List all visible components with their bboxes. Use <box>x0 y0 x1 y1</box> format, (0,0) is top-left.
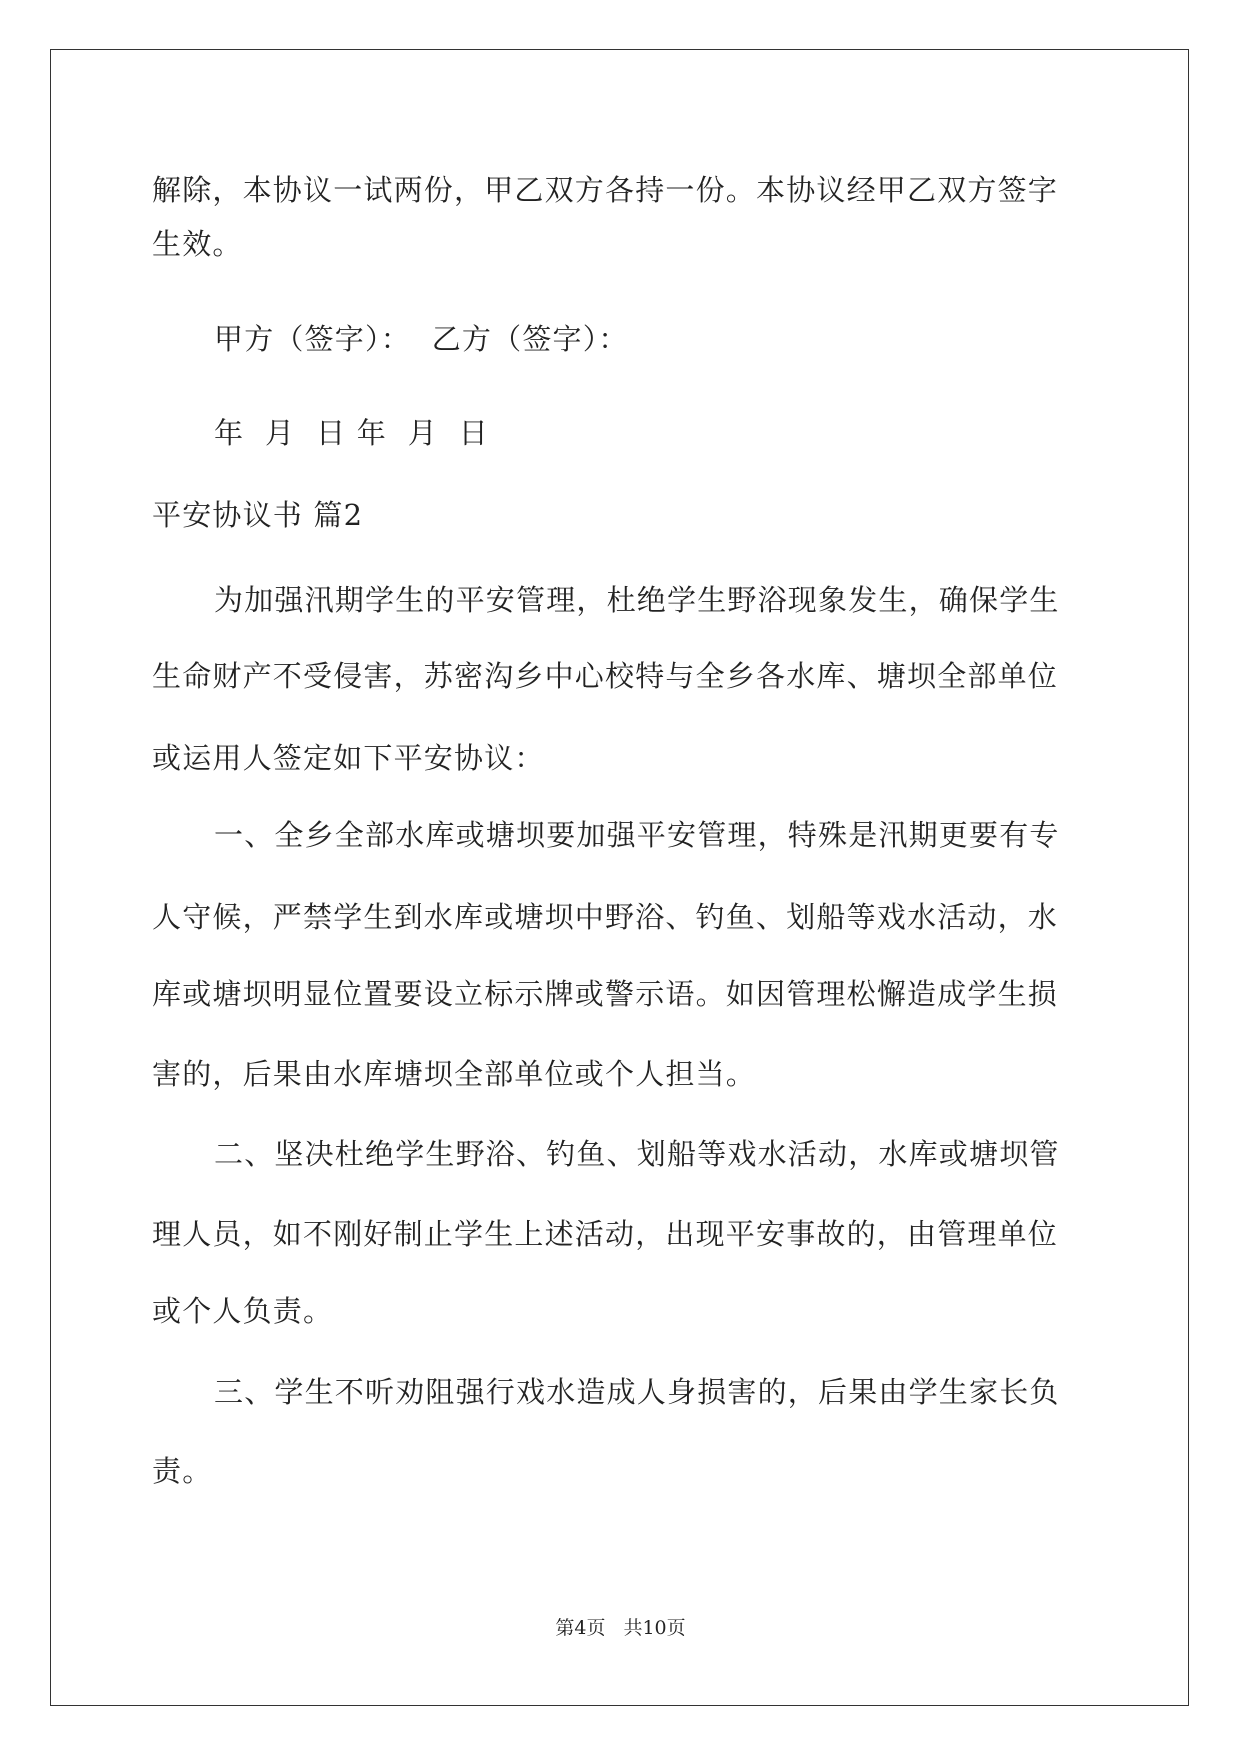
text-line: 或个人负责。 <box>152 1294 334 1328</box>
text-line: 生效。 <box>152 227 243 261</box>
text-line: 或运用人签定如下平安协议： <box>152 741 545 775</box>
text-line: 责。 <box>152 1454 213 1488</box>
text-line: 一、全乡全部水库或塘坝要加强平安管理，特殊是汛期更要有专 <box>214 818 1060 852</box>
text-line: 害的，后果由水库塘坝全部单位或个人担当。 <box>152 1057 757 1091</box>
text-line: 人守候，严禁学生到水库或塘坝中野浴、钓鱼、划船等戏水活动，水 <box>152 900 1059 934</box>
text-line: 二、坚决杜绝学生野浴、钓鱼、划船等戏水活动，水库或塘坝管 <box>214 1137 1060 1171</box>
text-line: 解除，本协议一试两份，甲乙双方各持一份。本协议经甲乙双方签字 <box>152 173 1059 207</box>
date-line: 年 月 日 年 月 日 <box>214 416 489 450</box>
text-line: 库或塘坝明显位置要设立标示牌或警示语。如因管理松懈造成学生损 <box>152 977 1059 1011</box>
text-line: 理人员，如不刚好制止学生上述活动，出现平安事故的，由管理单位 <box>152 1217 1059 1251</box>
page-footer <box>0 1616 1241 1640</box>
section-heading: 平安协议书 篇2 <box>152 498 364 532</box>
page-number: 第4页 <box>555 1617 606 1639</box>
text-line: 生命财产不受侵害，苏密沟乡中心校特与全乡各水库、塘坝全部单位 <box>152 659 1059 693</box>
signature-line: 甲方（签字）： 乙方（签字）： <box>214 322 629 356</box>
page-border <box>50 49 1189 1706</box>
page-total: 共10页 <box>623 1617 686 1639</box>
text-line: 三、学生不听劝阻强行戏水造成人身损害的，后果由学生家长负 <box>214 1375 1060 1409</box>
text-line: 为加强汛期学生的平安管理，杜绝学生野浴现象发生，确保学生 <box>214 583 1060 617</box>
